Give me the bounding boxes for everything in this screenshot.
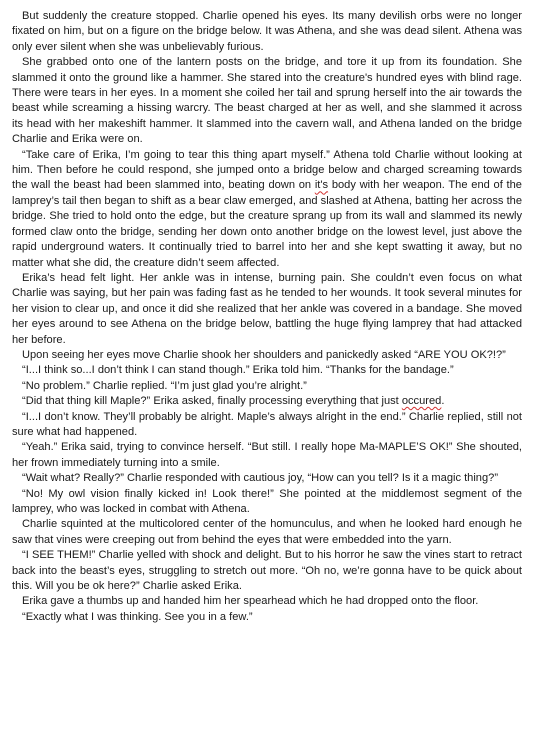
paragraph: Upon seeing her eyes move Charlie shook her shoulders and panickedly asked “ARE YOU OK?!?”	[22, 348, 506, 361]
document-page	[12, 9, 522, 625]
spelling-flag[interactable]: occured	[401, 395, 442, 408]
paragraph: “Wait what? Really?” Charlie responded with cautious joy, “How can you tell? Is it a magic thing?”	[22, 472, 499, 485]
paragraph: But suddenly the creature stopped. Charlie opened his eyes. Its many devilish orbs were no longer fixated on him, but on a figure on the bridge below. It was Athena, and she was dead silent. Athena was only ever silent when she was unbelievably furious.	[12, 10, 522, 53]
paragraph: “No! My owl vision finally kicked in! Look there!” She pointed at the middlemost segment of the lamprey, who was locked in combat with Athena.	[12, 487, 522, 515]
paragraph: “I...I don’t know. They’ll probably be alright. Maple’s always alright in the end.” Charlie replied, still not sure what had happened.	[12, 410, 522, 438]
spelling-flag[interactable]: it's	[314, 179, 329, 192]
paragraph: “Take care of Erika, I’m going to tear this thing apart myself.” Athena told Charlie without looking at him. Then before he could respond, she jumped onto a bridge below and charged screaming towards the wall the beast had been slammed into, beating down on it's body with her weapon. The end of the lamprey’s tail then began to shift as a bear claw emerged, and slashed at Athena, batting her across the bridge. She tried to hold onto the edge, but the creature sprang up from its wall and slammed its newly formed claw onto the bridge, sending her down onto another bridge on the lowest level, just above the rapid underground waters. It continually tried to barrel into her and she kept swatting it away, but no matter what she did, the creature didn’t seem affected.	[12, 148, 522, 269]
paragraph: “Exactly what I was thinking. See you in a few.”	[22, 610, 253, 623]
paragraph: Erika gave a thumbs up and handed him her spearhead which he had dropped onto the floor.	[22, 595, 479, 608]
paragraph: She grabbed onto one of the lantern posts on the bridge, and tore it up from its foundation. She slammed it onto the ground like a hammer. She stared into the creature's hundred eyes with blind rage. There were tears in her eyes. In a moment she coiled her tail and sprung herself into the air towards the beast while screaming a hissing warcry. The beast charged at her as well, and she slammed it across its head with her makeshift hammer. It slammed into the cavern wall, and Athena landed on the bridge Charlie and Erika were on.	[12, 56, 522, 146]
paragraph: “Did that thing kill Maple?” Erika asked, finally processing everything that just occured.	[22, 395, 445, 408]
paragraph: Charlie squinted at the multicolored center of the homunculus, and when he looked hard enough he saw that vines were creeping out from behind the eyes that were embedded into the yarn.	[12, 518, 522, 546]
paragraph: “No problem.” Charlie replied. “I’m just glad you’re alright.”	[22, 379, 307, 392]
paragraph: Erika’s head felt light. Her ankle was in intense, burning pain. She couldn’t even focus on what Charlie was saying, but her pain was fading fast as he tended to her wounds. It took several minutes for her vision to clear up, and once it did she realized that her ankle was covered in a bandage. She moved her eyes around to see Athena on the bridge below, battling the huge flying lamprey that had attacked her before.	[12, 271, 522, 346]
paragraph: “I SEE THEM!” Charlie yelled with shock and delight. But to his horror he saw the vines start to retract back into the beast’s eyes, struggling to stretch out more. “Oh no, we’re gonna have to be quick about this. Will you be ok here?” Charlie asked Erika.	[12, 549, 522, 593]
paragraph: “I...I think so...I don’t think I can stand though.” Erika told him. “Thanks for the bandage.”	[22, 364, 454, 377]
paragraph: “Yeah.” Erika said, trying to convince herself. “But still. I really hope Ma-MAPLE’S OK!” She shouted, her frown immediately turning into a smile.	[12, 441, 522, 469]
